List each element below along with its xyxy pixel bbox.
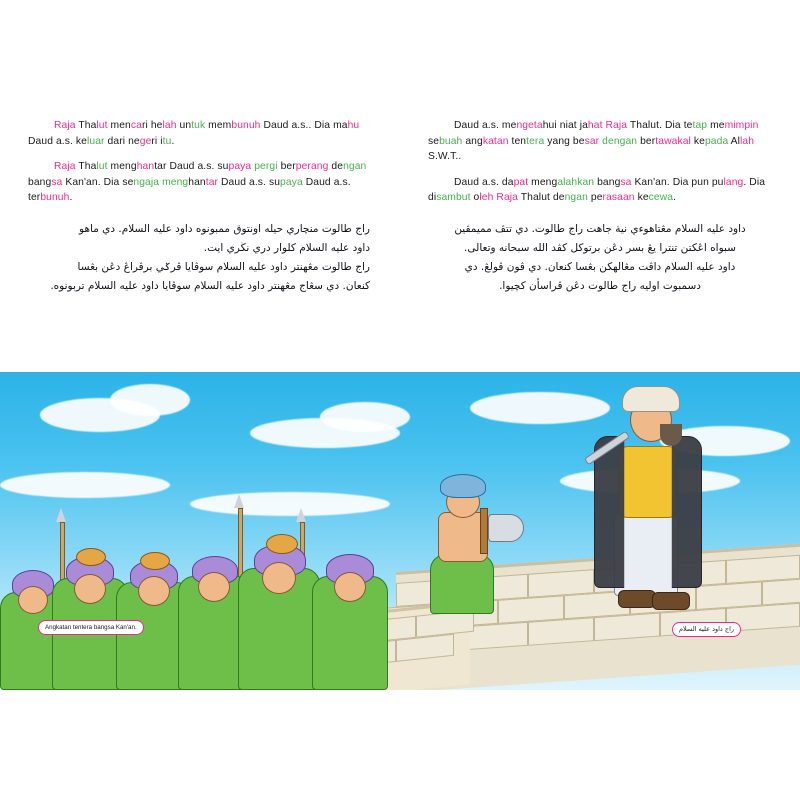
cloud-8: [0, 472, 170, 498]
right-jawi-line-2: سبواه اڠکتن تنترا يڠ بسر دڠن برتوکل کڤد الله سبحانه وتعالى.: [464, 241, 736, 254]
spear-tip-1: [56, 508, 66, 522]
axe-soldier-figure: [412, 434, 532, 614]
left-jawi-block: [28, 220, 378, 296]
right-text-column: [400, 118, 800, 368]
left-jawi-line-4: کنعان. دي سڠاج مڠهنتر داود عليه السلام سوڤايا داود عليه السلام تربونوه.: [50, 279, 370, 292]
right-jawi-line-1: داود عليه السلام مڠتاهوءي نية جاهت راج طالوت. دي تتڤ مميمڤين: [454, 222, 746, 235]
left-jawi-line-1: راج طالوت منچاري حيله اونتوق ممبونوه داود عليه السلام. دي ماهو: [79, 222, 370, 235]
talut-label: راج داود عليه السلام: [672, 622, 741, 637]
soldier-figure: [312, 540, 392, 690]
right-jawi-block: [428, 220, 772, 296]
cloud-9: [190, 492, 390, 516]
spear-tip-3: [296, 508, 306, 522]
right-jawi-line-3: داود عليه السلام داڤت مڠالهکن بڠسا کنعان. دي ڤون ڤولڠ. دي: [464, 260, 736, 273]
king-thalut-figure: [596, 384, 736, 614]
right-paragraph-1: Daud a.s. mengetahui niat jahat Raja Thalut. Dia tetap memimpin sebuah angkatan tentera yang besar dengan bertawakal kepada Allah S.W.T..: [428, 120, 759, 162]
cloud-2: [110, 384, 190, 416]
army-label: Angkatan tentera bangsa Kan'an.: [38, 620, 144, 635]
text-spread: [0, 118, 800, 368]
spear-tip-2: [234, 494, 244, 508]
right-paragraph-2: Daud a.s. dapat mengalahkan bangsa Kan'an. Dia pun pulang. Dia disambut oleh Raja Thalut dengan perasaan kecewa.: [428, 176, 766, 203]
left-text-column: [0, 118, 400, 368]
left-paragraph-1: Raja Thalut mencari helah untuk membunuh Daud a.s.. Dia mahu Daud a.s. keluar dari negeri itu.: [28, 120, 360, 147]
left-jawi-line-2: داود عليه السلام کلوار دري نڬري ايت.: [203, 241, 370, 254]
cloud-5: [470, 392, 610, 424]
left-jawi-line-3: راج طالوت مڠهنتر داود عليه السلام سوڤايا ڤرݢي برڤراڠ دڠن بڠسا: [77, 260, 370, 273]
left-paragraph-2: Raja Thalut menghantar Daud a.s. supaya pergi berperang dengan bangsa Kan'an. Dia sengaja menghantar Daud a.s. supaya Daud a.s. terbunuh.: [28, 161, 367, 203]
right-jawi-line-4: دسمبوت اوليه راج طالوت دڠن ڤراسأن کچيوا.: [499, 279, 701, 292]
illustration: [0, 372, 800, 690]
cloud-4: [320, 402, 410, 432]
